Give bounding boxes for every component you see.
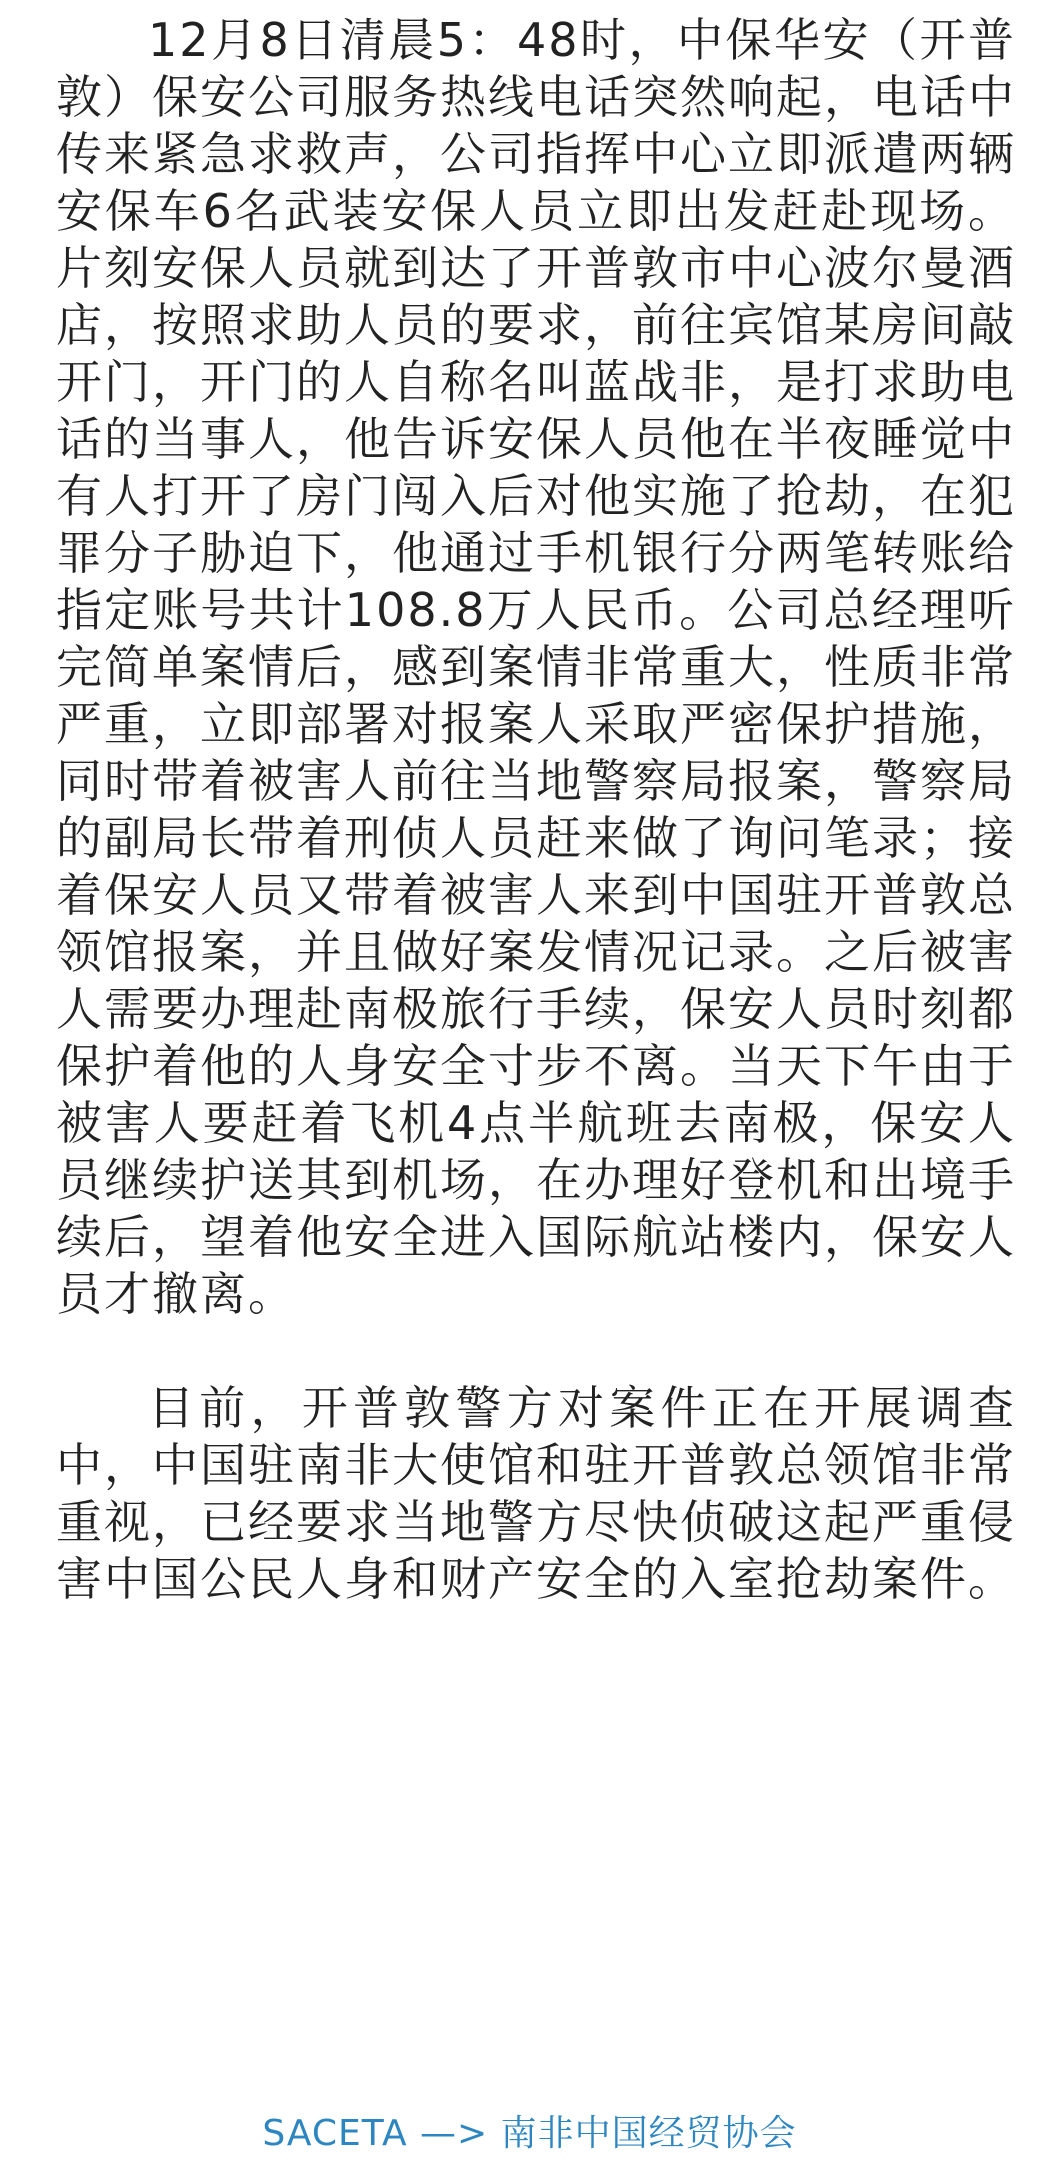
source-caption: SACETA —> 南非中国经贸协会	[262, 2113, 797, 2154]
article-paragraph: 12月8日清晨5：48时，中保华安（开普敦）保安公司服务热线电话突然响起，电话中传来紧急求救声，公司指挥中心立即派遣两辆安保车6名武装安保人员立即出发赶赴现场。片刻安保人员就到达了开普敦市中心波尔曼酒店，按照求助人员的要求，前往宾馆某房间敲开门，开门的人自称名叫蓝战非，是打求助电话的当事人，他告诉安保人员他在半夜睡觉中有人打开了房门闯入后对他实施了抢劫，在犯罪分子胁迫下，他通过手机银行分两笔转账给指定账号共计108.8万人民币。公司总经理听完简单案情后，感到案情非常重大，性质非常严重，立即部署对报案人采取严密保护措施，同时带着被害人前往当地警察局报案，警察局的副局长带着刑侦人员赶来做了询问笔录；接着保安人员又带着被害人来到中国驻开普敦总领馆报案，并且做好案发情况记录。之后被害人需要办理赴南极旅行手续，保安人员时刻都保护着他的人身安全寸步不离。当天下午由于被害人要赶着飞机4点半航班去南极，保安人员继续护送其到机场，在办理好登机和出境手续后，望着他安全进入国际航站楼内，保安人员才撤离。	[56, 13, 1016, 1321]
article-body	[56, 0, 1016, 1608]
article-paragraph: 目前，开普敦警方对案件正在开展调查中，中国驻南非大使馆和驻开普敦总领馆非常重视，已经要求当地警方尽快侦破这起严重侵害中国公民人身和财产安全的入室抢劫案件。	[56, 1381, 1016, 1606]
